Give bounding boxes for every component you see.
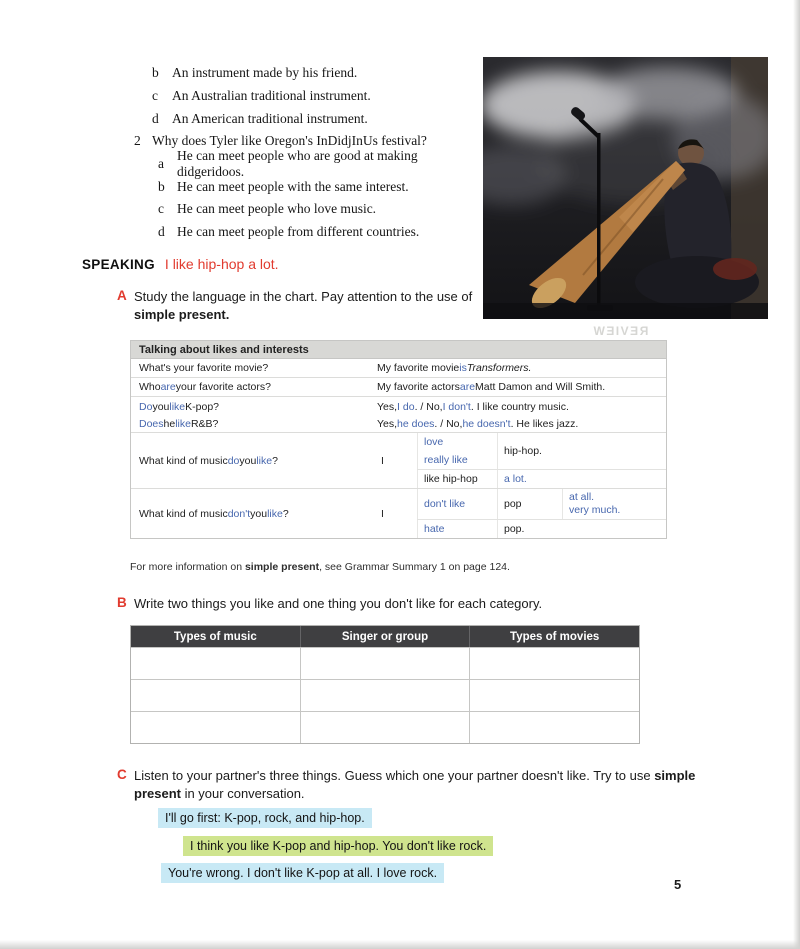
grammar-chart	[130, 340, 667, 539]
question-text: Why does Tyler like Oregon's InDidjInUs festival?	[152, 133, 427, 149]
page-number: 5	[674, 877, 682, 892]
table-row	[131, 679, 639, 711]
chart-row	[131, 378, 666, 397]
grammar-footnote	[130, 561, 510, 573]
text-segment: present	[134, 785, 181, 801]
object-cell	[497, 433, 542, 469]
option-letter: b	[158, 178, 165, 194]
text-segment: you	[250, 507, 268, 520]
speaking-heading: SPEAKING	[82, 257, 155, 272]
text-segment: hip-hop.	[504, 445, 542, 457]
answer-cell	[371, 397, 666, 432]
text-segment: R&B?	[190, 417, 219, 430]
verb-cell	[417, 451, 497, 469]
text-segment: in your conversation.	[180, 785, 305, 801]
answer-subrow	[417, 520, 666, 538]
answer-cell	[371, 359, 666, 377]
text-segment: very much.	[569, 504, 621, 516]
table-cell	[301, 680, 471, 711]
intensifier-cell	[562, 489, 666, 519]
text-segment: Who	[139, 381, 161, 393]
page-edge-shadow	[0, 940, 800, 949]
text-segment: like	[267, 507, 283, 520]
chart-row	[131, 433, 666, 489]
stage-floor	[483, 303, 768, 319]
answer-cell	[371, 433, 666, 488]
option-text: He can meet people with the same interest.	[177, 178, 409, 194]
text-segment: are	[160, 381, 176, 393]
text-segment: . He likes jazz.	[510, 417, 579, 430]
answer-grid	[417, 433, 666, 488]
instruction-line	[134, 785, 695, 803]
table-cell	[470, 648, 639, 679]
section-b	[117, 595, 737, 613]
speaking-title: I like hip-hop a lot.	[164, 256, 279, 272]
answer-cell	[371, 489, 666, 538]
text-segment: Do	[139, 400, 153, 413]
dialogue-line: You're wrong. I don't like K-pop at all. I love rock.	[161, 863, 444, 883]
answer-subrow	[417, 489, 666, 520]
question-cell	[131, 433, 371, 488]
pronoun-cell: I	[381, 454, 384, 467]
question-number: 2	[134, 133, 141, 149]
intensifier-line	[569, 491, 666, 505]
option-row	[158, 221, 484, 244]
chart-row	[131, 359, 666, 378]
answer-line	[377, 415, 660, 432]
instruction-line: simple present.	[134, 306, 230, 322]
chart-row	[131, 397, 666, 433]
text-segment: really like	[424, 454, 468, 466]
table-cell	[470, 680, 639, 711]
section-a-letter: A	[117, 288, 127, 303]
option-text: He can meet people who love music.	[177, 201, 377, 217]
text-segment: at all.	[569, 490, 595, 503]
text-segment: are	[459, 381, 476, 393]
option-letter: d	[152, 110, 159, 126]
table-header-cell: Types of music	[131, 626, 301, 647]
section-c-letter: C	[117, 767, 127, 782]
table-header-row	[131, 626, 639, 647]
text-segment: you	[152, 400, 170, 413]
answer-cell	[371, 378, 666, 396]
table-header-cell: Types of movies	[510, 630, 600, 643]
text-segment: What's your favorite movie?	[139, 362, 269, 374]
section-c	[117, 767, 789, 802]
grammar-chart-title: Talking about likes and interests	[130, 340, 667, 358]
option-text: An instrument made by his friend.	[172, 65, 358, 81]
text-segment: is	[459, 362, 467, 374]
option-letter: a	[158, 156, 164, 172]
text-segment: Matt Damon and Will Smith.	[475, 381, 606, 393]
table-cell	[470, 712, 639, 743]
text-segment: like	[175, 417, 191, 430]
verb-cell	[417, 470, 497, 488]
text-segment: . I like country music.	[470, 400, 569, 413]
page-edge-shadow	[793, 0, 800, 949]
intensifier-line	[569, 504, 666, 518]
table-cell	[301, 648, 471, 679]
text-segment: Transformers.	[466, 362, 532, 374]
text-segment: like hip-hop	[424, 473, 478, 485]
category-table	[130, 625, 640, 744]
text-segment: Yes,	[377, 417, 398, 430]
text-segment: What kind of music	[139, 507, 228, 520]
option-letter: b	[152, 65, 159, 81]
text-segment: he doesn't	[462, 417, 511, 430]
table-cell	[131, 680, 301, 711]
text-segment: . / No,	[414, 400, 443, 413]
option-row	[158, 198, 484, 221]
text-segment: Yes,	[377, 400, 398, 413]
text-segment: he	[163, 417, 176, 430]
table-cell	[131, 712, 301, 743]
option-row	[152, 62, 484, 85]
table-cell	[301, 712, 471, 743]
didgeridoo-photo	[483, 57, 768, 319]
answer-grid	[417, 489, 666, 538]
text-segment: a lot.	[504, 473, 527, 485]
text-segment: do	[227, 454, 240, 467]
pronoun-cell: I	[381, 507, 384, 520]
text-segment: I don't	[442, 400, 471, 413]
object-cell	[497, 520, 562, 538]
text-segment: . / No,	[434, 417, 463, 430]
text-segment: , see Grammar Summary 1 on page 124.	[319, 561, 510, 573]
dialogue-line: I'll go first: K-pop, rock, and hip-hop.	[158, 808, 372, 828]
text-segment: love	[424, 436, 444, 448]
text-segment: Does	[139, 417, 164, 430]
question-cell	[131, 489, 371, 538]
text-segment: I do	[397, 400, 415, 413]
answer-subrow	[417, 470, 666, 488]
bleedthrough-text: REVIEW	[592, 324, 649, 338]
grammar-chart-body	[130, 358, 667, 539]
text-segment: My favorite actors	[377, 381, 460, 393]
object-cell	[497, 489, 562, 519]
instruction-line	[134, 767, 695, 785]
dialogue-line: I think you like K-pop and hip-hop. You don't like rock.	[183, 836, 493, 856]
text-segment: don't like	[424, 498, 466, 510]
option-text: He can meet people from different countries.	[177, 224, 420, 240]
section-b-letter: B	[117, 595, 127, 610]
section-a-instruction	[134, 288, 472, 323]
section-b-instruction: Write two things you like and one thing you don't like for each category.	[134, 596, 543, 611]
answer-line	[377, 398, 660, 415]
text-segment: like	[256, 454, 273, 467]
verb-cell	[417, 489, 497, 519]
option-text: An Australian traditional instrument.	[172, 88, 371, 104]
text-segment: hate	[424, 523, 445, 535]
text-segment: simple present	[244, 561, 320, 573]
text-segment: like	[169, 400, 186, 413]
option-row	[158, 148, 484, 180]
section-a	[117, 288, 497, 323]
table-row	[131, 647, 639, 679]
option-letter: c	[152, 88, 158, 104]
text-segment: ?	[282, 507, 289, 520]
text-segment: What kind of music	[139, 454, 228, 467]
instruction-line: Study the language in the chart. Pay attention to the use of	[134, 289, 473, 304]
text-segment: pop.	[504, 523, 525, 535]
verb-cell	[417, 433, 497, 451]
question-line	[139, 415, 363, 432]
option-letter: c	[158, 201, 164, 217]
object-cell	[497, 470, 562, 488]
table-row	[131, 711, 639, 743]
question-cell	[131, 397, 371, 432]
chart-row	[131, 489, 666, 538]
text-segment: he does	[397, 417, 435, 430]
text-segment: My favorite movie	[377, 362, 460, 374]
text-segment: K-pop?	[185, 400, 219, 413]
verb-cell	[417, 520, 497, 538]
question-line	[139, 398, 363, 415]
table-header-cell: Singer or group	[301, 626, 471, 647]
comprehension-questions	[134, 62, 484, 244]
speaking-heading-row	[82, 256, 279, 272]
table-cell	[131, 648, 301, 679]
text-segment: Listen to your partner's three things. Guess which one your partner doesn't like. Try to use	[134, 768, 655, 783]
question-cell	[131, 359, 371, 377]
text-segment: pop	[504, 498, 522, 510]
option-text: He can meet people who are good at making didgeridoos.	[177, 148, 418, 180]
text-segment: For more information on	[130, 561, 245, 573]
text-segment: your favorite actors?	[175, 381, 271, 393]
question-cell	[131, 378, 371, 396]
text-segment: simple	[654, 768, 696, 783]
option-row	[152, 85, 484, 108]
text-segment: ?	[272, 454, 278, 467]
text-segment: you	[239, 454, 257, 467]
photo-illustration	[483, 57, 768, 319]
option-text: An American traditional instrument.	[172, 110, 368, 126]
section-c-instruction	[134, 767, 695, 802]
option-row	[152, 107, 484, 130]
text-segment: don't	[227, 507, 251, 520]
option-letter: d	[158, 224, 165, 240]
